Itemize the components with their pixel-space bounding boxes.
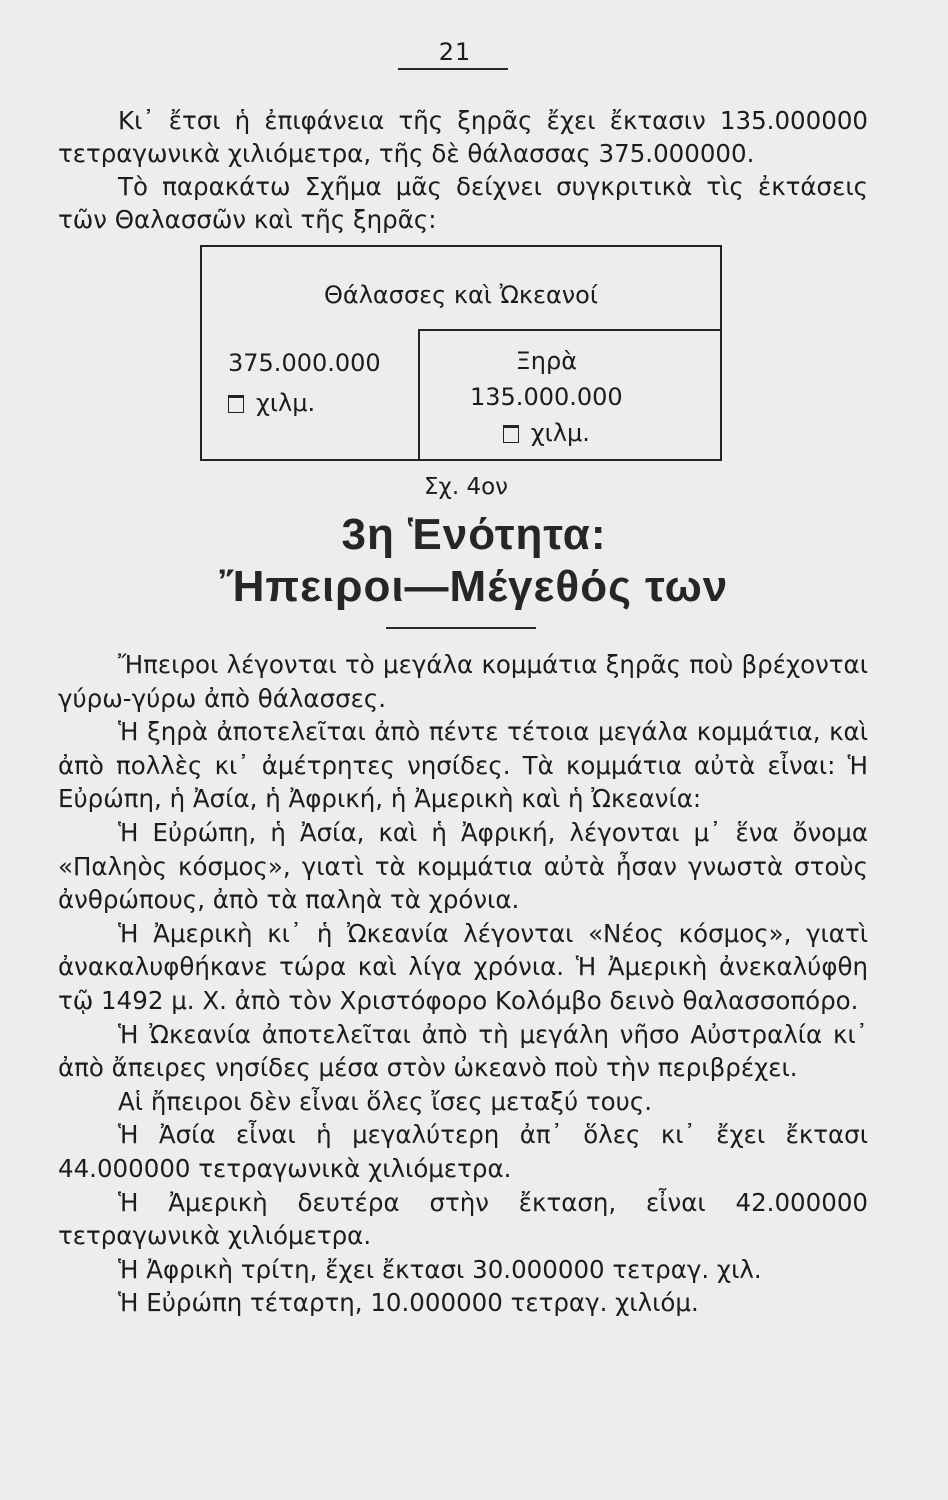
- body-paragraph: Ἡ Εὐρώπη, ἡ Ἀσία, καὶ ἡ Ἀφρική, λέγονται μ᾽ ἕνα ὄνομα «Παληὸς κόσμος», γιατὶ τὰ κομμάτια αὐτὰ ἦσαν γνωστὰ στοὺς ἀνθρώπους, ἀπὸ τὰ παληὰ τὰ χρόνια.: [58, 817, 868, 915]
- land-label: Ξηρὰ: [515, 347, 578, 375]
- intro-paragraph-1: Κι᾽ ἔτσι ἡ ἐπιφάνεια τῆς ξηρᾶς ἔχει ἔκτασιν 135.000000 τετραγωνικὰ χιλιόμετρα, τῆς δὲ θάλασσας 375.000000.: [58, 106, 868, 168]
- body-paragraph: Ἡ Ὠκεανία ἀποτελεῖται ἀπὸ τὴ μεγάλη νῆσο Αὐστραλία κι᾽ ἀπὸ ἄπειρες νησίδες μέσα στὸν ὠκεανὸ ποὺ τὴν περιβρέχει.: [58, 1019, 868, 1083]
- square-unit-icon: [228, 395, 244, 413]
- sea-area-unit: χιλμ.: [256, 389, 316, 417]
- intro-paragraph-2: Τὸ παρακάτω Σχῆμα μᾶς δείχνει συγκριτικὰ τὶς ἐκτάσεις τῶν Θαλασσῶν καὶ τῆς ξηρᾶς:: [58, 172, 868, 234]
- body-paragraph: Ἡ Εὐρώπη τέταρτη, 10.000000 τετραγ. χιλιόμ.: [118, 1288, 699, 1318]
- figure-caption: Σχ. 4ον: [424, 474, 508, 500]
- page-number-underline: [398, 68, 508, 70]
- land-area-unit-row: [470, 415, 623, 451]
- sea-area-unit-row: [228, 383, 381, 423]
- land-box: [418, 329, 722, 459]
- section-title: Ἤπειροι—Μέγεθός των: [219, 562, 729, 611]
- body-paragraph: Ἡ Ἀσία εἶναι ἡ μεγαλύτερη ἀπ᾽ ὅλες κι᾽ ἔχει ἔκτασι 44.000000 τετραγωνικὰ χιλιόμετρα.: [58, 1120, 868, 1183]
- intro-text: [58, 104, 868, 236]
- body-paragraph: Ἤπειροι λέγονται τὸ μεγάλα κομμάτια ξηρᾶς ποὺ βρέχονται γύρω-γύρω ἀπὸ θάλασσες.: [58, 650, 868, 713]
- body-paragraph: Ἡ Ἀφρικὴ τρίτη, ἔχει ἔκτασι 30.000000 τετραγ. χιλ.: [118, 1254, 762, 1284]
- sea-area-label: [228, 343, 381, 423]
- land-area-unit: χιλμ.: [530, 419, 590, 447]
- square-unit-icon: [503, 425, 519, 443]
- land-area-value: 135.000.000: [470, 383, 623, 411]
- body-paragraph: Ἡ ξηρὰ ἀποτελεῖται ἀπὸ πέντε τέτοια μεγάλα κομμάτια, καὶ ἀπὸ πολλὲς κι᾽ ἀμέτρητες νησίδες. Τὰ κομμάτια αὐτὰ εἶναι: Ἡ Εὐρώπη, ἡ Ἀσία, ἡ Ἀφρική, ἡ Ἀμερικὴ καὶ ἡ Ὠκεανία:: [58, 717, 868, 814]
- body-text: [58, 648, 868, 1320]
- body-paragraph: Ἡ Ἀμερικὴ κι᾽ ἡ Ὠκεανία λέγονται «Νέος κόσμος», γιατὶ ἀνακαλυφθήκανε τώρα καὶ λίγα χρόνια. Ἡ Ἀμερικὴ ἀνεκαλύφθη τῷ 1492 μ. Χ. ἀπὸ τὸν Χριστόφορο Κολόμβο δεινὸ θαλασσοπόρο.: [58, 918, 868, 1015]
- body-paragraph: Ἡ Ἀμερικὴ δευτέρα στὴν ἔκταση, εἶναι 42.000000 τετραγωνικὰ χιλιόμετρα.: [58, 1187, 868, 1251]
- section-divider: [386, 627, 536, 629]
- comparison-figure: [200, 245, 722, 461]
- page-number: 21: [438, 38, 472, 66]
- body-paragraph: Αἱ ἤπειροι δὲν εἶναι ὅλες ἴσες μεταξύ τους.: [118, 1086, 652, 1116]
- land-area-label: [470, 343, 623, 451]
- sea-area-value: 375.000.000: [228, 349, 381, 377]
- section-number: 3η Ἑνότητα:: [341, 510, 607, 559]
- figure-title: Θάλασσες καὶ Ὠκεανοί: [324, 281, 598, 309]
